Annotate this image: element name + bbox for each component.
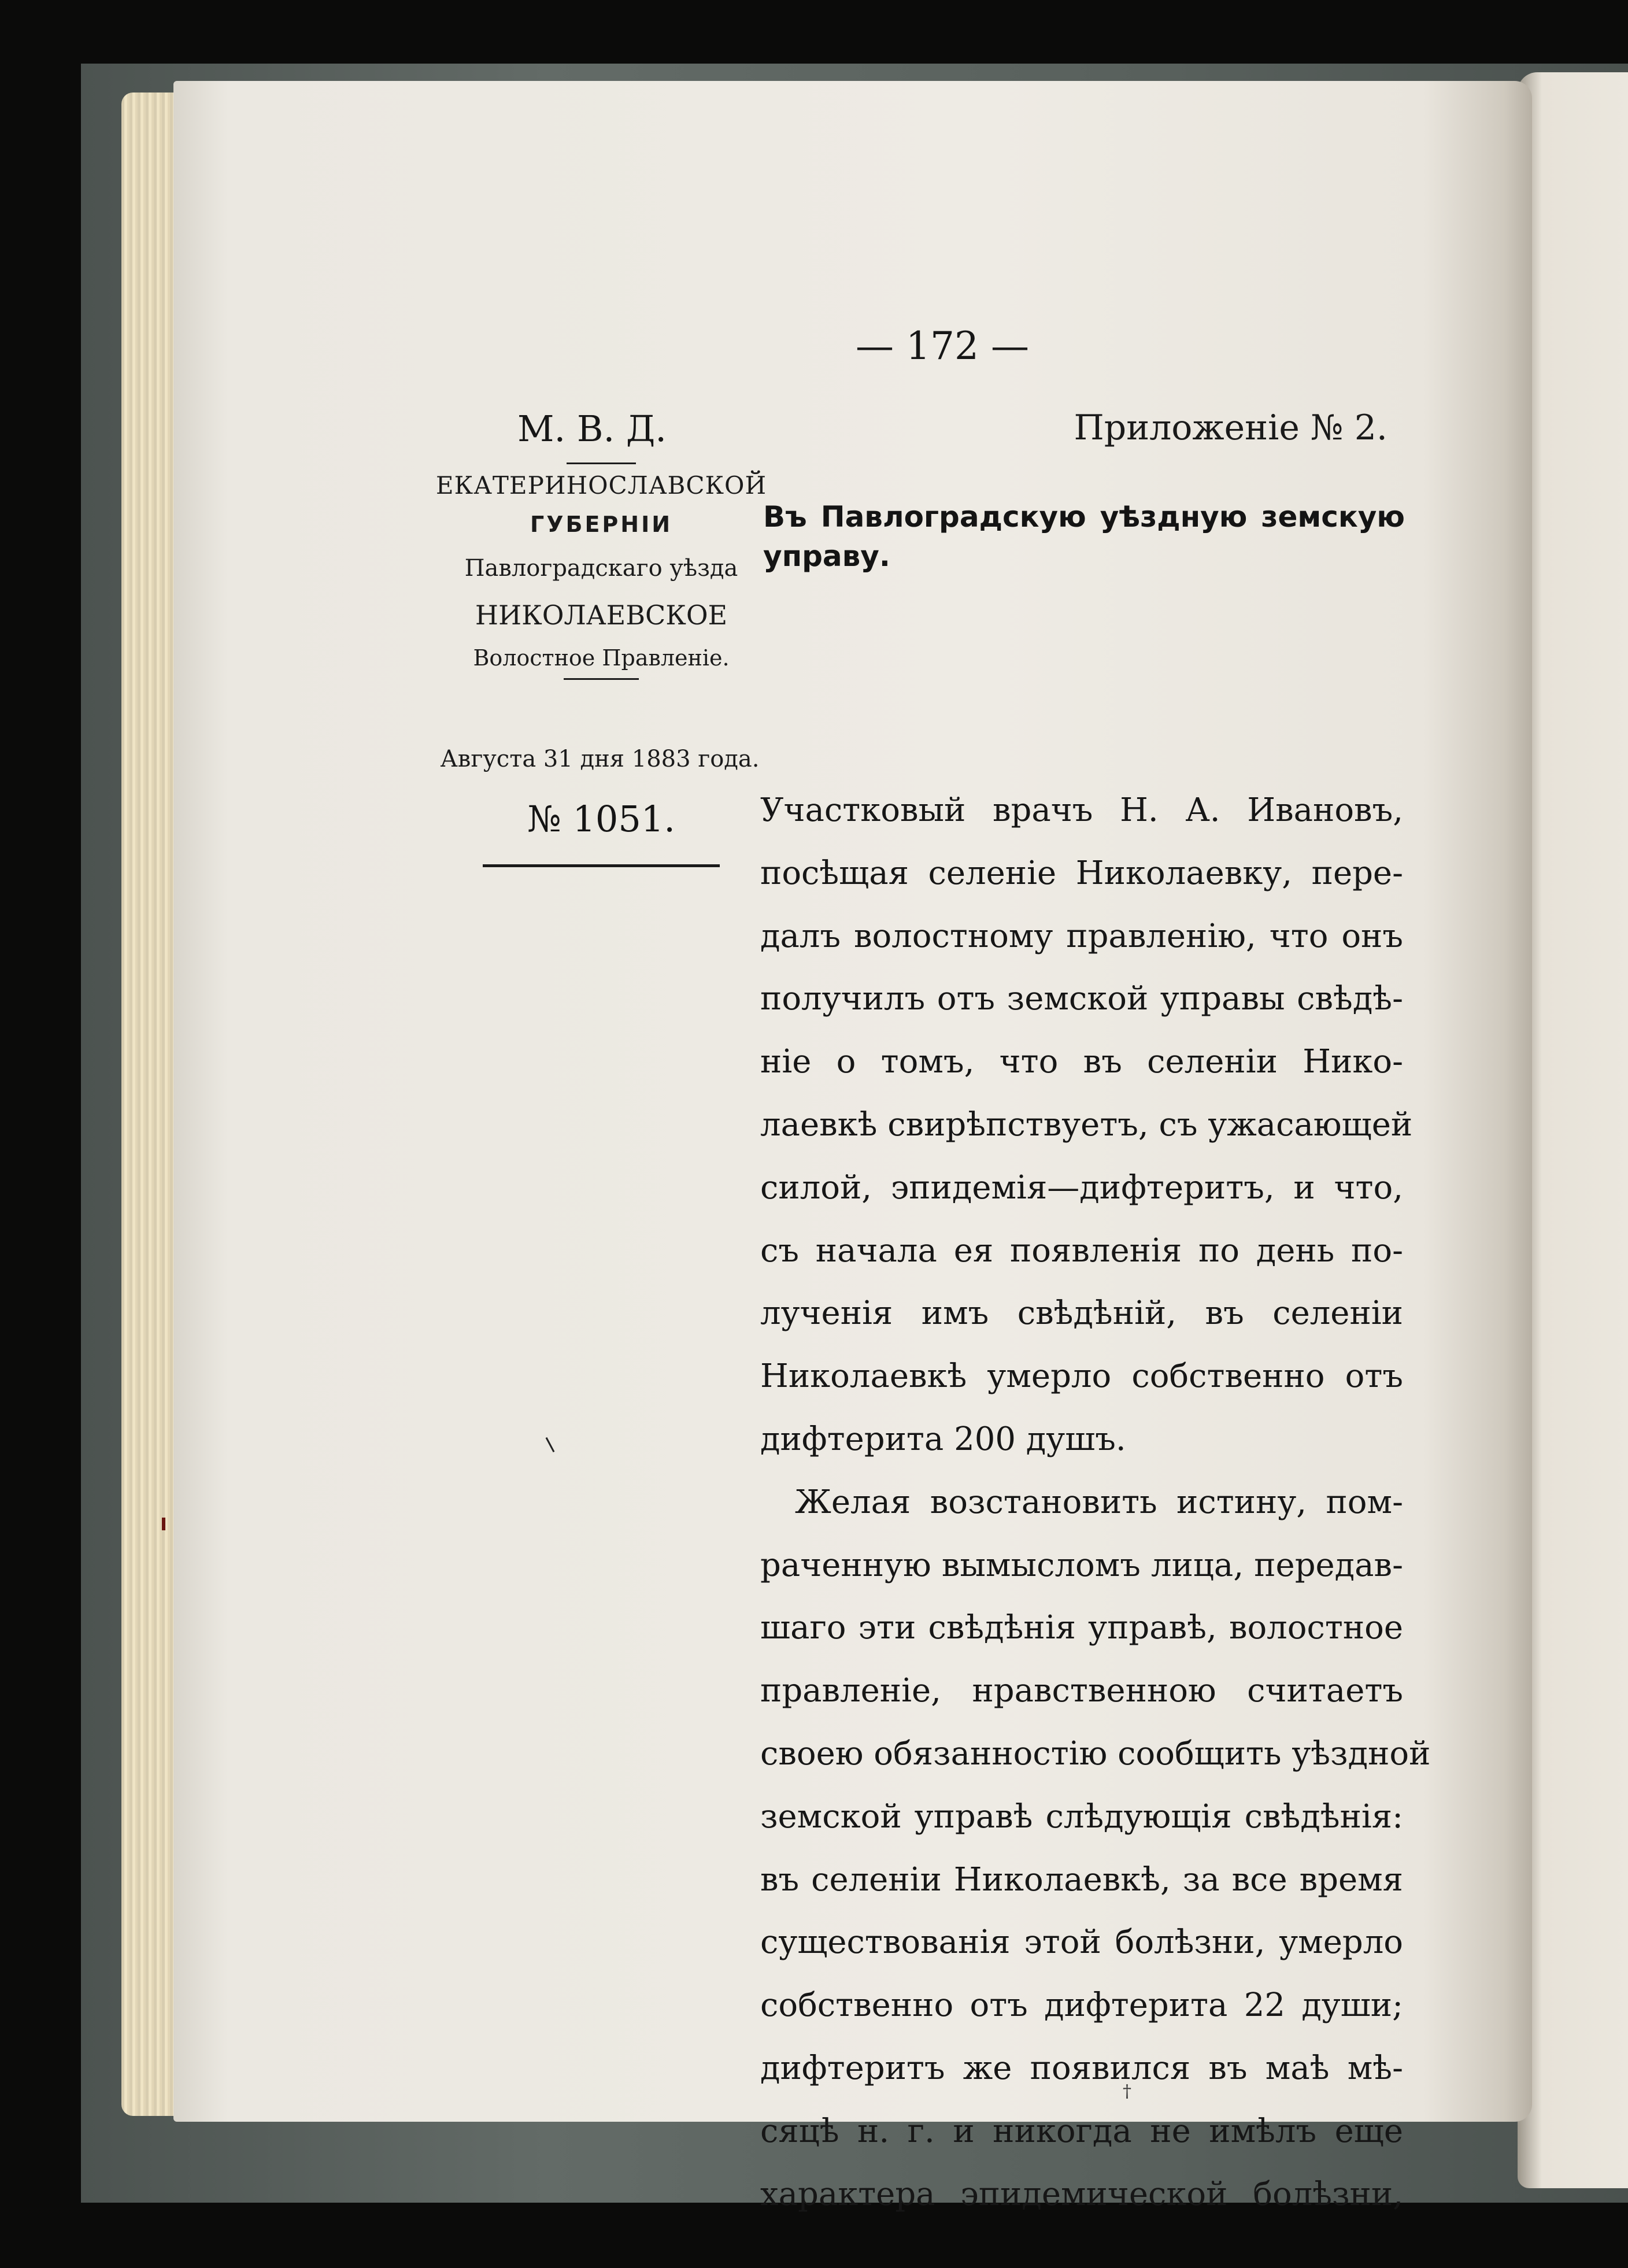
body-line: сяцѣ н. г. и никогда не имѣлъ еще: [760, 2112, 1403, 2150]
body-line: силой, эпидемія—дифтеритъ, и что,: [760, 1168, 1403, 1207]
ministry-heading: М. В. Д.: [517, 408, 667, 450]
stamp-province: ЕКАТЕРИНОСЛАВСКОЙ: [435, 471, 767, 500]
body-line: получилъ отъ земской управы свѣдѣ-: [760, 980, 1403, 1018]
body-line: существованія этой болѣзни, умерло: [760, 1923, 1403, 1962]
body-line: земской управѣ слѣдующія свѣдѣнія:: [760, 1797, 1403, 1836]
registration-number: № 1051.: [527, 798, 675, 840]
stamp-governorate: ГУБЕРНІИ: [530, 512, 673, 537]
body-line: лаевкѣ свирѣпствуетъ, съ ужасающей: [760, 1105, 1413, 1144]
body-line: Участковый врачъ Н. А. Ивановъ,: [760, 791, 1403, 829]
stamp-district: Павлоградскаго уѣзда: [464, 555, 738, 582]
stamp-rule-top: [567, 463, 636, 464]
document-date: Августа 31 дня 1883 года.: [440, 746, 760, 772]
office-stamp-block: [428, 463, 775, 680]
body-line: ніе о томъ, что въ селеніи Нико-: [760, 1043, 1403, 1081]
letter-body: [760, 779, 1431, 2226]
page-number: — 172 —: [856, 324, 1029, 368]
body-line: шаго эти свѣдѣнія управѣ, волостное: [760, 1609, 1403, 1647]
body-line: посѣщая селеніе Николаевку, пере-: [760, 854, 1403, 892]
adjacent-page-edge: [1518, 72, 1628, 2188]
body-line: характера эпидемической болѣзни,: [760, 2175, 1403, 2213]
body-line: дифтерита 200 душъ.: [760, 1420, 1126, 1458]
body-line: лученія имъ свѣдѣній, въ селеніи: [760, 1294, 1403, 1333]
body-line: съ начала ея появленія по день по-: [760, 1231, 1403, 1270]
body-line: раченную вымысломъ лица, передав-: [760, 1546, 1403, 1584]
body-line: своею обязанностію сообщить уѣздной: [760, 1734, 1431, 1773]
stamp-village: НИКОЛАЕВСКОЕ: [475, 600, 728, 631]
body-line: дифтеритъ же появился въ маѣ мѣ-: [760, 2049, 1403, 2087]
stamp-office: Волостное Правленіе.: [473, 645, 730, 671]
addressee-heading: Въ Павлоградскую уѣздную земскую управу.: [763, 500, 1405, 573]
body-line: правленіе, нравственною считаетъ: [760, 1672, 1403, 1710]
body-line: Николаевкѣ умерло собственно отъ: [760, 1357, 1403, 1396]
registration-rule: [483, 864, 720, 867]
body-line: Желая возстановить истину, пом-: [795, 1483, 1403, 1521]
body-line: въ селеніи Николаевкѣ, за все время: [760, 1860, 1403, 1899]
stamp-rule-bottom: [564, 678, 639, 680]
library-mark: [162, 1518, 165, 1530]
stray-print-mark: †: [1123, 2081, 1131, 2101]
body-line: далъ волостному правленію, что онъ: [760, 917, 1403, 955]
body-line: собственно отъ дифтерита 22 души;: [760, 1986, 1403, 2025]
appendix-label: Приложеніе № 2.: [1074, 408, 1388, 448]
